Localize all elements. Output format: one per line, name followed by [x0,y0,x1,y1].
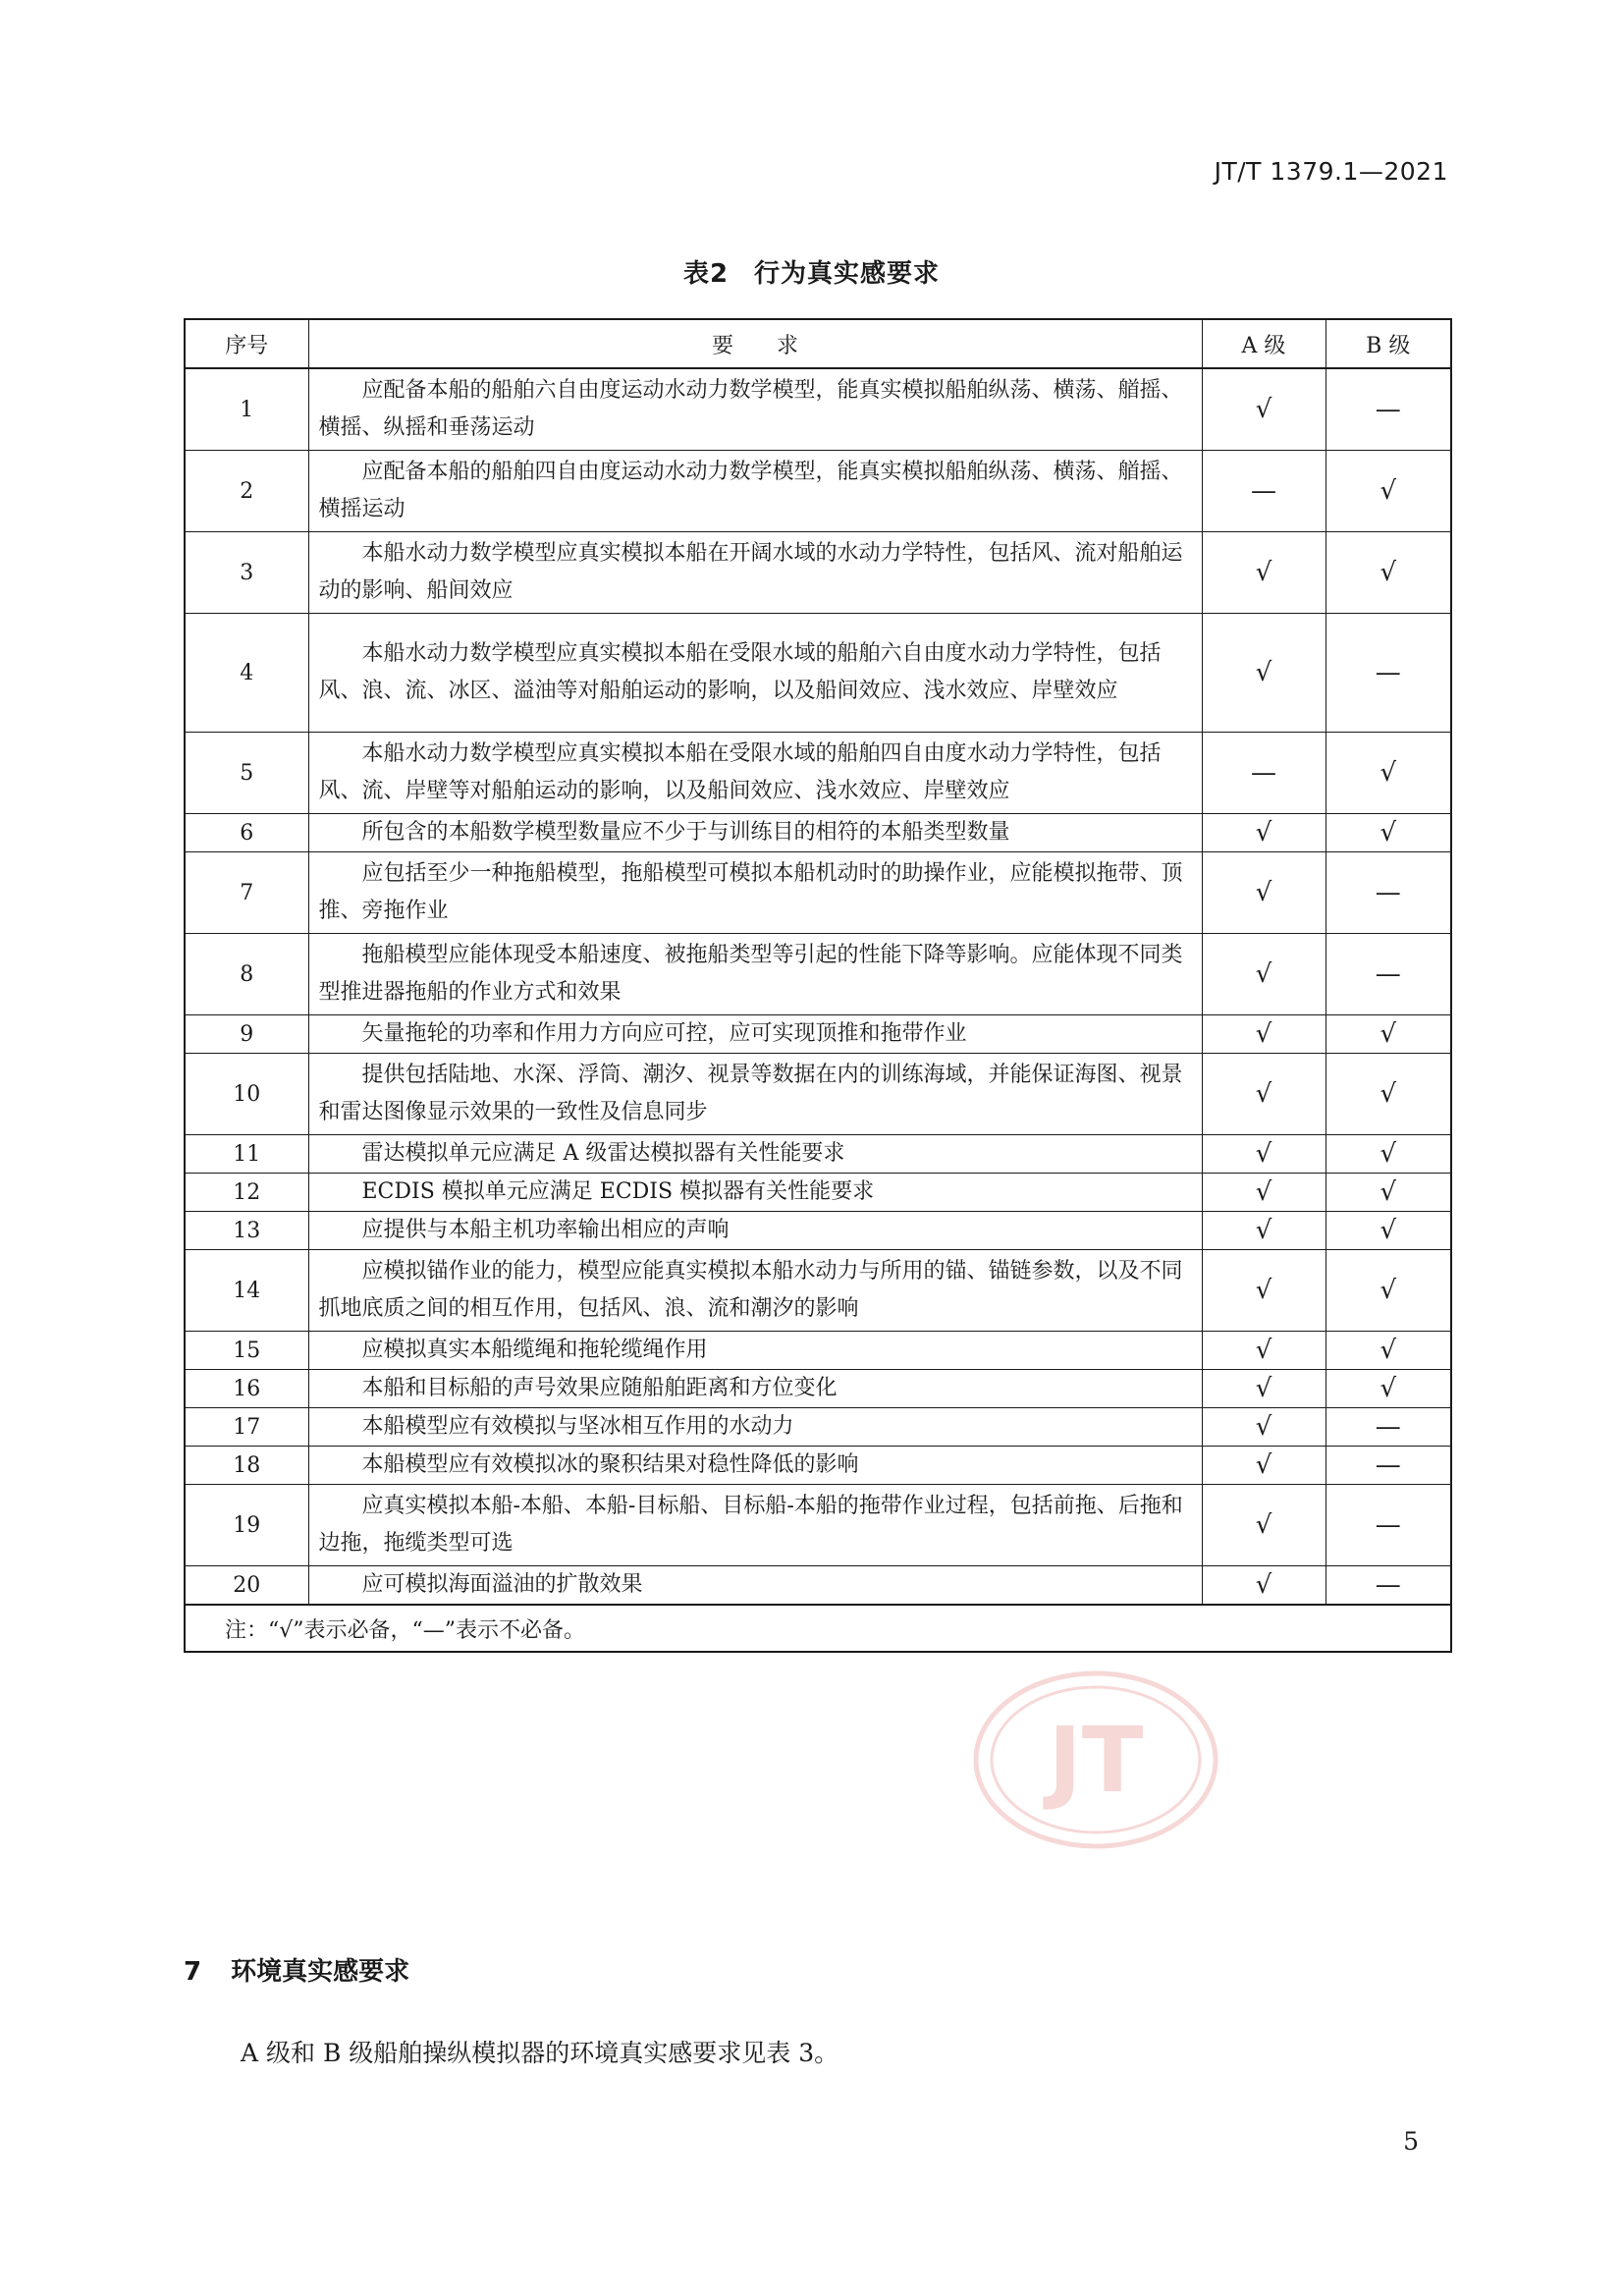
row-no: 19 [185,1485,308,1566]
table-row [185,1408,1451,1447]
row-no: 14 [185,1250,308,1332]
row-grade-a: √ [1202,852,1325,934]
row-no: 8 [185,934,308,1015]
row-grade-b: √ [1325,1054,1451,1135]
table-row [185,532,1451,614]
seal-outer-ring [976,1673,1216,1846]
table-row [185,1370,1451,1408]
row-grade-a: √ [1202,1015,1325,1054]
table-row [185,368,1451,451]
table-title [0,253,1623,290]
row-requirement: 拖船模型应能体现受本船速度、被拖船类型等引起的性能下降等影响。应能体现不同类型推进器拖船的作业方式和效果 [308,934,1202,1015]
table-row [185,1332,1451,1370]
row-requirement: 应模拟真实本船缆绳和拖轮缆绳作用 [308,1332,1202,1370]
row-requirement: 应模拟锚作业的能力，模型应能真实模拟本船水动力与所用的锚、锚链参数，以及不同抓地底质之间的相互作用，包括风、浪、流和潮汐的影响 [308,1250,1202,1332]
row-grade-b: √ [1325,1135,1451,1174]
row-grade-b: √ [1325,1015,1451,1054]
row-requirement: 本船水动力数学模型应真实模拟本船在开阔水域的水动力学特性，包括风、流对船舶运动的影响、船间效应 [308,532,1202,614]
section-heading [184,1951,409,1988]
row-requirement: 所包含的本船数学模型数量应不少于与训练目的相符的本船类型数量 [308,814,1202,852]
header-grade-a: A 级 [1202,319,1325,368]
row-requirement: 本船水动力数学模型应真实模拟本船在受限水域的船舶四自由度水动力学特性，包括风、流、岸壁等对船舶运动的影响，以及船间效应、浅水效应、岸壁效应 [308,733,1202,814]
row-no: 13 [185,1212,308,1250]
section-number: 7 [184,1957,202,1987]
row-grade-a: √ [1202,532,1325,614]
row-requirement: 应配备本船的船舶六自由度运动水动力数学模型，能真实模拟船舶纵荡、横荡、艏摇、横摇、纵摇和垂荡运动 [308,368,1202,451]
row-requirement: 应提供与本船主机功率输出相应的声响 [308,1212,1202,1250]
row-grade-b: — [1325,1408,1451,1447]
row-grade-b: — [1325,1566,1451,1606]
row-requirement: 本船模型应有效模拟冰的聚积结果对稳性降低的影响 [308,1447,1202,1485]
row-grade-b: — [1325,934,1451,1015]
row-grade-b: — [1325,614,1451,733]
row-grade-a: √ [1202,934,1325,1015]
table-note: 注：“√”表示必备，“—”表示不必备。 [185,1605,1451,1652]
row-grade-b: √ [1325,1370,1451,1408]
row-grade-a: √ [1202,368,1325,451]
row-grade-b: √ [1325,1250,1451,1332]
table-row [185,1566,1451,1606]
row-requirement: 应真实模拟本船-本船、本船-目标船、目标船-本船的拖带作业过程，包括前拖、后拖和边拖，拖缆类型可选 [308,1485,1202,1566]
row-grade-b: √ [1325,1212,1451,1250]
row-no: 18 [185,1447,308,1485]
row-grade-a: √ [1202,1212,1325,1250]
table-row [185,934,1451,1015]
row-no: 10 [185,1054,308,1135]
row-grade-a: √ [1202,1447,1325,1485]
standard-code: JT/T 1379.1—2021 [1214,157,1448,186]
row-requirement: ECDIS 模拟单元应满足 ECDIS 模拟器有关性能要求 [308,1174,1202,1212]
row-grade-b: √ [1325,451,1451,532]
row-grade-b: — [1325,852,1451,934]
row-grade-a: √ [1202,1135,1325,1174]
jt-seal-watermark [972,1669,1219,1850]
row-requirement: 应包括至少一种拖船模型，拖船模型可模拟本船机动时的助操作业，应能模拟拖带、顶推、旁拖作业 [308,852,1202,934]
section-title: 环境真实感要求 [231,1957,410,1987]
row-requirement: 应可模拟海面溢油的扩散效果 [308,1566,1202,1606]
row-no: 5 [185,733,308,814]
header-grade-b: B 级 [1325,319,1451,368]
row-grade-a: — [1202,451,1325,532]
row-requirement: 本船模型应有效模拟与坚冰相互作用的水动力 [308,1408,1202,1447]
row-grade-b: √ [1325,1174,1451,1212]
row-grade-a: √ [1202,1566,1325,1606]
row-no: 4 [185,614,308,733]
table-row [185,1054,1451,1135]
table-row [185,451,1451,532]
row-no: 16 [185,1370,308,1408]
row-grade-b: √ [1325,814,1451,852]
table-row [185,614,1451,733]
row-no: 20 [185,1566,308,1606]
requirements-table [184,318,1452,1653]
table-row [185,1250,1451,1332]
row-grade-b: — [1325,368,1451,451]
page-number: 5 [1403,2127,1419,2156]
row-no: 6 [185,814,308,852]
table-row [185,814,1451,852]
row-grade-b: √ [1325,733,1451,814]
row-no: 9 [185,1015,308,1054]
table-row [185,1212,1451,1250]
row-grade-a: √ [1202,1174,1325,1212]
table-title-text: 行为真实感要求 [754,259,941,289]
row-grade-a: √ [1202,1408,1325,1447]
table-note-row [185,1605,1451,1652]
row-requirement: 应配备本船的船舶四自由度运动水动力数学模型，能真实模拟船舶纵荡、横荡、艏摇、横摇运动 [308,451,1202,532]
row-no: 17 [185,1408,308,1447]
row-grade-a: √ [1202,614,1325,733]
row-grade-a: √ [1202,1370,1325,1408]
row-grade-a: √ [1202,1054,1325,1135]
table-row [185,1174,1451,1212]
table-row [185,1485,1451,1566]
table-row [185,1015,1451,1054]
table-row [185,1135,1451,1174]
row-grade-a: √ [1202,1485,1325,1566]
row-grade-b: √ [1325,1332,1451,1370]
table-row [185,852,1451,934]
row-no: 2 [185,451,308,532]
row-grade-a: √ [1202,1250,1325,1332]
row-grade-a: √ [1202,1332,1325,1370]
seal-inner-ring [992,1687,1200,1832]
seal-text: JT [1048,1708,1144,1813]
row-grade-b: — [1325,1485,1451,1566]
row-no: 11 [185,1135,308,1174]
row-requirement: 提供包括陆地、水深、浮筒、潮汐、视景等数据在内的训练海域，并能保证海图、视景和雷达图像显示效果的一致性及信息同步 [308,1054,1202,1135]
row-no: 3 [185,532,308,614]
header-no: 序号 [185,319,308,368]
row-no: 7 [185,852,308,934]
row-no: 15 [185,1332,308,1370]
table-row [185,1447,1451,1485]
table-title-number: 表2 [682,259,730,289]
row-grade-b: √ [1325,532,1451,614]
row-grade-b: — [1325,1447,1451,1485]
section-body: A 级和 B 级船舶操纵模拟器的环境真实感要求见表 3。 [241,2039,839,2067]
row-no: 1 [185,368,308,451]
header-requirement: 要 求 [308,319,1202,368]
row-no: 12 [185,1174,308,1212]
row-requirement: 本船水动力数学模型应真实模拟本船在受限水域的船舶六自由度水动力学特性，包括风、浪、流、冰区、溢油等对船舶运动的影响，以及船间效应、浅水效应、岸壁效应 [308,614,1202,733]
table-row [185,733,1451,814]
row-grade-a: — [1202,733,1325,814]
row-grade-a: √ [1202,814,1325,852]
table-header-row [185,319,1451,368]
row-requirement: 矢量拖轮的功率和作用力方向应可控，应可实现顶推和拖带作业 [308,1015,1202,1054]
row-requirement: 雷达模拟单元应满足 A 级雷达模拟器有关性能要求 [308,1135,1202,1174]
row-requirement: 本船和目标船的声号效果应随船舶距离和方位变化 [308,1370,1202,1408]
